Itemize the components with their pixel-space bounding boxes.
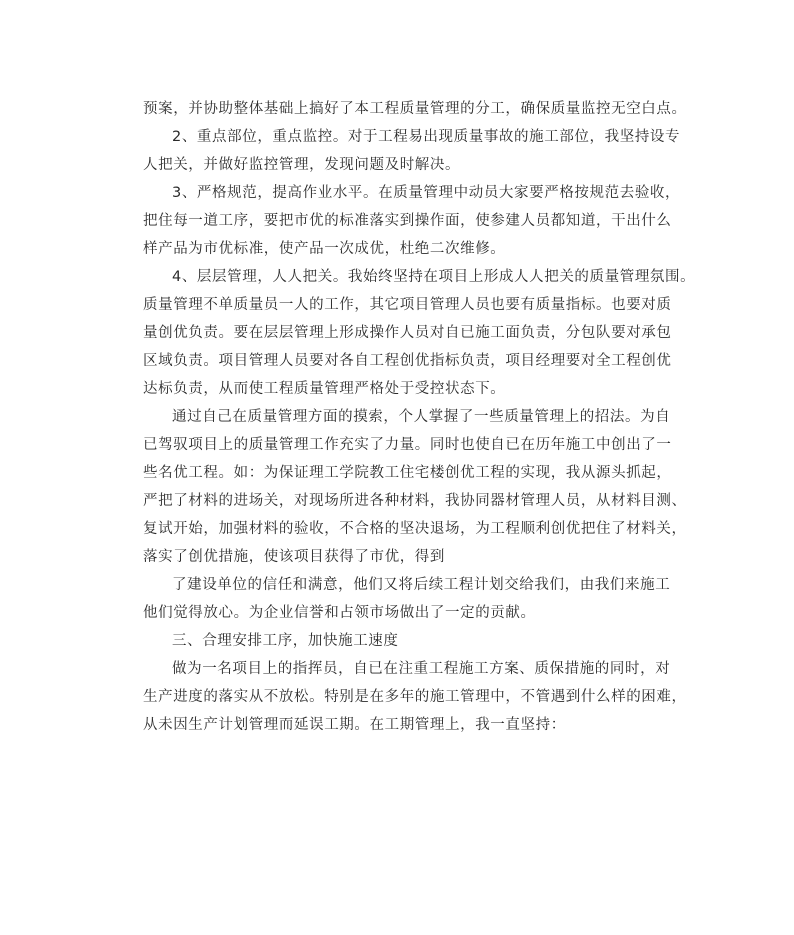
text-line: 严把了材料的进场关，对现场所进各种材料，我协同器材管理人员，从材料目测、 (143, 493, 687, 509)
text-line: 从未因生产计划管理而延误工期。在工期管理上，我一直坚持： (143, 717, 566, 733)
text-line: 3、严格规范，提高作业水平。在质量管理中动员大家要严格按规范去验收， (172, 185, 681, 201)
text-line: 区域负责。项目管理人员要对各自工程创优指标负责，项目经理要对全工程创优 (143, 353, 672, 369)
text-line: 通过自己在质量管理方面的摸索，个人掌握了一些质量管理上的招法。为自 (172, 409, 671, 425)
text-line: 2、重点部位，重点监控。对于工程易出现质量事故的施工部位，我坚持设专 (172, 129, 681, 145)
text-line: 落实了创优措施，使该项目获得了市优，得到 (143, 549, 445, 565)
text-line: 他们觉得放心。为企业信誉和占领市场做出了一定的贡献。 (143, 605, 536, 621)
text-line: 人把关，并做好监控管理，发现问题及时解决。 (143, 157, 461, 173)
text-line: 达标负责，从而使工程质量管理严格处于受控状态下。 (143, 381, 506, 397)
text-line: 样产品为市优标准，使产品一次成优，杜绝二次维修。 (143, 241, 506, 257)
text-line: 生产进度的落实从不放松。特别是在多年的施工管理中，不管遇到什么样的困难， (143, 689, 687, 705)
text-line: 已驾驭项目上的质量管理工作充实了力量。同时也使自已在历年施工中创出了一 (143, 437, 672, 453)
text-line: 4、层层管理，人人把关。我始终坚持在项目上形成人人把关的质量管理氛围。 (172, 269, 696, 285)
text-line: 把住每一道工序，要把市优的标准落实到操作面，使参建人员都知道，干出什么 (143, 213, 672, 229)
text-line: 复试开始，加强材料的验收，不合格的坚决退场，为工程顺利创优把住了材料关， (143, 521, 687, 537)
section-heading: 三、合理安排工序，加快施工速度 (172, 633, 399, 649)
text-line: 些名优工程。如：为保证理工学院教工住宅楼创优工程的实现，我从源头抓起， (143, 465, 672, 481)
text-line: 了建设单位的信任和满意，他们又将后续工程计划交给我们，由我们来施工 (172, 577, 671, 593)
text-line: 量创优负责。要在层层管理上形成操作人员对自已施工面负责，分包队要对承包 (143, 325, 672, 341)
text-line: 做为一名项目上的指挥员，自已在注重工程施工方案、质保措施的同时，对 (172, 661, 671, 677)
text-line: 质量管理不单质量员一人的工作，其它项目管理人员也要有质量指标。也要对质 (143, 297, 672, 313)
text-line: 预案，并协助整体基础上搞好了本工程质量管理的分工，确保质量监控无空白点。 (143, 101, 687, 117)
